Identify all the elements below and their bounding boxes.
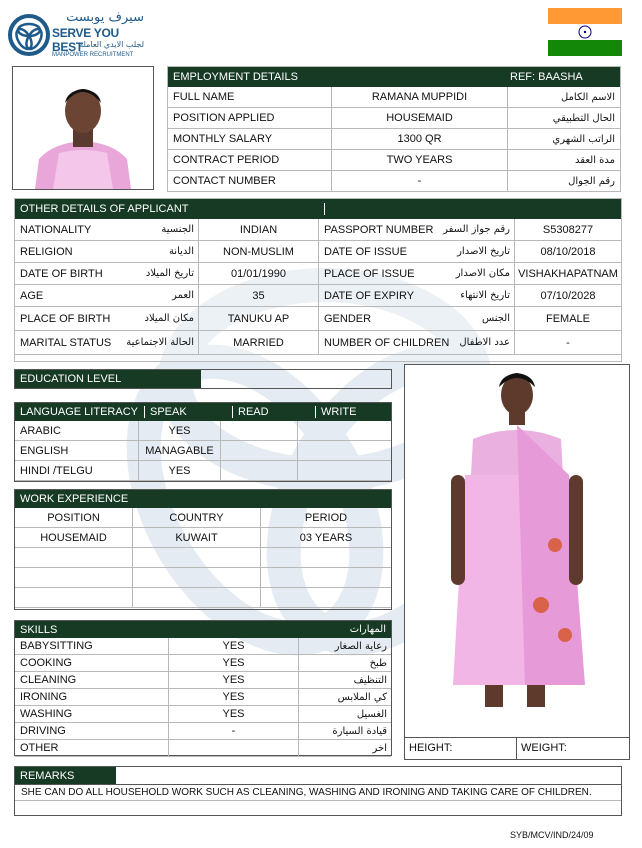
language-header-read: READ xyxy=(233,406,316,418)
other-value: NON-MUSLIM xyxy=(199,241,319,263)
skill-row xyxy=(15,655,391,672)
language-table xyxy=(14,402,392,482)
language-speak: YES xyxy=(139,421,221,441)
employment-value: TWO YEARS xyxy=(332,150,508,171)
other-label-arabic: تاريخ الميلاد xyxy=(119,263,199,285)
skill-value: YES xyxy=(169,638,299,655)
skill-name-arabic: طبخ xyxy=(299,655,391,672)
ashoka-chakra-icon xyxy=(578,25,592,39)
other-label: MARITAL STATUS xyxy=(15,331,119,355)
work-experience xyxy=(14,489,392,610)
language-header xyxy=(15,403,391,421)
height-label: HEIGHT: xyxy=(405,738,517,759)
skills-header xyxy=(15,621,391,638)
employment-label: POSITION APPLIED xyxy=(168,108,332,129)
other-label-2-arabic: تاريخ الاصدار xyxy=(429,241,515,263)
skill-value: YES xyxy=(169,706,299,723)
skills-title-arabic: المهارات xyxy=(349,624,386,635)
employment-label: FULL NAME xyxy=(168,87,332,108)
other-label-2-arabic: مكان الاصدار xyxy=(429,263,515,285)
skill-name: OTHER xyxy=(15,740,169,757)
skill-row xyxy=(15,638,391,655)
skills-title: SKILLS xyxy=(20,623,58,636)
logo-emblem-icon xyxy=(8,14,50,56)
skill-row xyxy=(15,689,391,706)
work-row xyxy=(15,548,391,568)
applicant-photo-small xyxy=(12,66,154,190)
footer-code: SYB/MCV/IND/24/09 xyxy=(510,830,594,840)
logo-arabic-name: سيرف يوبست xyxy=(66,10,144,25)
other-details-row xyxy=(15,331,621,355)
other-label-2: PASSPORT NUMBER xyxy=(319,219,429,241)
employment-row xyxy=(168,171,620,192)
other-label: PLACE OF BIRTH xyxy=(15,307,119,331)
work-header xyxy=(15,508,391,528)
work-position: HOUSEMAID xyxy=(15,528,133,548)
other-label-arabic: الجنسية xyxy=(119,219,199,241)
applicant-photo-full xyxy=(404,364,630,760)
other-label: NATIONALITY xyxy=(15,219,119,241)
full-portrait-icon xyxy=(405,365,629,737)
other-value: MARRIED xyxy=(199,331,319,355)
other-details xyxy=(14,198,622,362)
india-flag xyxy=(548,8,622,56)
work-position xyxy=(15,548,133,568)
other-value-2: FEMALE xyxy=(515,307,621,331)
other-details-row xyxy=(15,307,621,331)
other-value-2: S5308277 xyxy=(515,219,621,241)
skills-table xyxy=(14,620,392,756)
other-value: 01/01/1990 xyxy=(199,263,319,285)
language-header-speak: SPEAK xyxy=(145,406,233,418)
work-country xyxy=(133,568,261,588)
weight-label: WEIGHT: xyxy=(521,742,567,754)
employment-title: EMPLOYMENT DETAILS xyxy=(173,71,298,83)
work-position xyxy=(15,588,133,608)
other-details-row xyxy=(15,241,621,263)
skill-name: COOKING xyxy=(15,655,169,672)
logo-tagline: MANPOWER RECRUITMENT xyxy=(52,52,134,58)
other-label-arabic: مكان الميلاد xyxy=(119,307,199,331)
skill-value: - xyxy=(169,723,299,740)
other-value-2: 07/10/2028 xyxy=(515,285,621,307)
other-label: RELIGION xyxy=(15,241,119,263)
language-speak: YES xyxy=(139,461,221,481)
remarks-section xyxy=(14,766,622,816)
skill-row xyxy=(15,740,391,757)
work-row xyxy=(15,588,391,608)
other-value: 35 xyxy=(199,285,319,307)
work-position xyxy=(15,568,133,588)
work-period: 03 YEARS xyxy=(261,528,391,548)
work-title: WORK EXPERIENCE xyxy=(15,490,391,508)
skill-name-arabic: الغسيل xyxy=(299,706,391,723)
skill-row xyxy=(15,723,391,740)
language-header-lang: LANGUAGE LITERACY xyxy=(15,406,145,418)
language-row xyxy=(15,461,391,481)
other-details-row xyxy=(15,263,621,285)
other-label-2: GENDER xyxy=(319,307,429,331)
work-country xyxy=(133,548,261,568)
language-read xyxy=(221,461,298,481)
skill-name: WASHING xyxy=(15,706,169,723)
other-details-row xyxy=(15,219,621,241)
language-write xyxy=(298,421,391,441)
skill-name-arabic: قيادة السيارة xyxy=(299,723,391,740)
language-write xyxy=(298,461,391,481)
work-period xyxy=(261,588,391,608)
skill-name-arabic: كي الملابس xyxy=(299,689,391,706)
work-row xyxy=(15,568,391,588)
remarks-text: SHE CAN DO ALL HOUSEHOLD WORK SUCH AS CLEANING, WASHING AND IRONING AND TAKING CARE OF CHILDREN. xyxy=(15,785,621,801)
measurements xyxy=(405,737,629,759)
other-details-title: OTHER DETAILS OF APPLICANT xyxy=(15,203,325,215)
other-label-arabic: الديانة xyxy=(119,241,199,263)
skill-name: DRIVING xyxy=(15,723,169,740)
other-label-2: DATE OF EXPIRY xyxy=(319,285,429,307)
skill-value: YES xyxy=(169,689,299,706)
other-value: TANUKU AP xyxy=(199,307,319,331)
skill-name: CLEANING xyxy=(15,672,169,689)
education-section xyxy=(14,369,392,389)
employment-label-arabic: مدة العقد xyxy=(508,150,620,171)
employment-label-arabic: الاسم الكامل xyxy=(508,87,620,108)
skill-name-arabic: اخر xyxy=(299,740,391,757)
skill-row xyxy=(15,706,391,723)
employment-row xyxy=(168,150,620,171)
logo-arabic-sub: لجلب الايدي العاملة xyxy=(79,40,144,49)
other-value-2: VISHAKHAPATNAM xyxy=(515,263,621,285)
portrait-icon xyxy=(13,67,153,189)
employment-value: HOUSEMAID xyxy=(332,108,508,129)
work-header-period: PERIOD xyxy=(261,508,391,528)
language-write xyxy=(298,441,391,461)
skill-value: YES xyxy=(169,655,299,672)
language-row xyxy=(15,441,391,461)
employment-value: RAMANA MUPPIDI xyxy=(332,87,508,108)
employment-row xyxy=(168,108,620,129)
other-value: INDIAN xyxy=(199,219,319,241)
language-row xyxy=(15,421,391,441)
work-period xyxy=(261,568,391,588)
other-label-arabic: الحالة الاجتماعية xyxy=(119,331,199,355)
employment-label: MONTHLY SALARY xyxy=(168,129,332,150)
employment-header xyxy=(168,67,620,87)
other-value-2: - xyxy=(515,331,621,355)
skill-row xyxy=(15,672,391,689)
other-label-2-arabic: عدد الاطفال xyxy=(429,331,515,355)
employment-value: 1300 QR xyxy=(332,129,508,150)
skill-name: IRONING xyxy=(15,689,169,706)
other-label-2: DATE OF ISSUE xyxy=(319,241,429,263)
employment-label: CONTRACT PERIOD xyxy=(168,150,332,171)
employment-label: CONTACT NUMBER xyxy=(168,171,332,192)
other-label: AGE xyxy=(15,285,119,307)
other-label: DATE OF BIRTH xyxy=(15,263,119,285)
employment-row xyxy=(168,129,620,150)
language-read xyxy=(221,421,298,441)
work-country: KUWAIT xyxy=(133,528,261,548)
work-country xyxy=(133,588,261,608)
company-logo xyxy=(8,8,148,60)
remarks-title: REMARKS xyxy=(15,767,116,784)
other-label-2-arabic: الجنس xyxy=(429,307,515,331)
employment-details xyxy=(167,66,621,192)
other-details-header xyxy=(15,199,621,219)
employment-label-arabic: الحال التطبيقي xyxy=(508,108,620,129)
skill-name-arabic: التنظيف xyxy=(299,672,391,689)
language-name: ARABIC xyxy=(15,421,139,441)
other-value-2: 08/10/2018 xyxy=(515,241,621,263)
other-label-arabic: العمر xyxy=(119,285,199,307)
other-label-2: PLACE OF ISSUE xyxy=(319,263,429,285)
skill-name-arabic: رعاية الصغار xyxy=(299,638,391,655)
employment-value: - xyxy=(332,171,508,192)
other-label-2-arabic: تاريخ الانتهاء xyxy=(429,285,515,307)
logo-name: SERVE YOU BEST xyxy=(52,26,119,54)
employment-label-arabic: رقم الجوال xyxy=(508,171,620,192)
reference: REF: BAASHA xyxy=(510,71,583,83)
language-header-write: WRITE xyxy=(321,406,357,418)
work-header-position: POSITION xyxy=(15,508,133,528)
employment-label-arabic: الراتب الشهري xyxy=(508,129,620,150)
work-period xyxy=(261,548,391,568)
language-read xyxy=(221,441,298,461)
work-header-country: COUNTRY xyxy=(133,508,261,528)
language-name: ENGLISH xyxy=(15,441,139,461)
skill-name: BABYSITTING xyxy=(15,638,169,655)
other-details-row xyxy=(15,285,621,307)
other-label-2: NUMBER OF CHILDREN xyxy=(319,331,429,355)
skill-value: YES xyxy=(169,672,299,689)
work-row xyxy=(15,528,391,548)
other-label-2-arabic: رقم جواز السفر xyxy=(429,219,515,241)
education-title: EDUCATION LEVEL xyxy=(15,370,201,388)
language-speak: MANAGABLE xyxy=(139,441,221,461)
language-name: HINDI /TELGU xyxy=(15,461,139,481)
employment-row xyxy=(168,87,620,108)
skill-value xyxy=(169,740,299,757)
